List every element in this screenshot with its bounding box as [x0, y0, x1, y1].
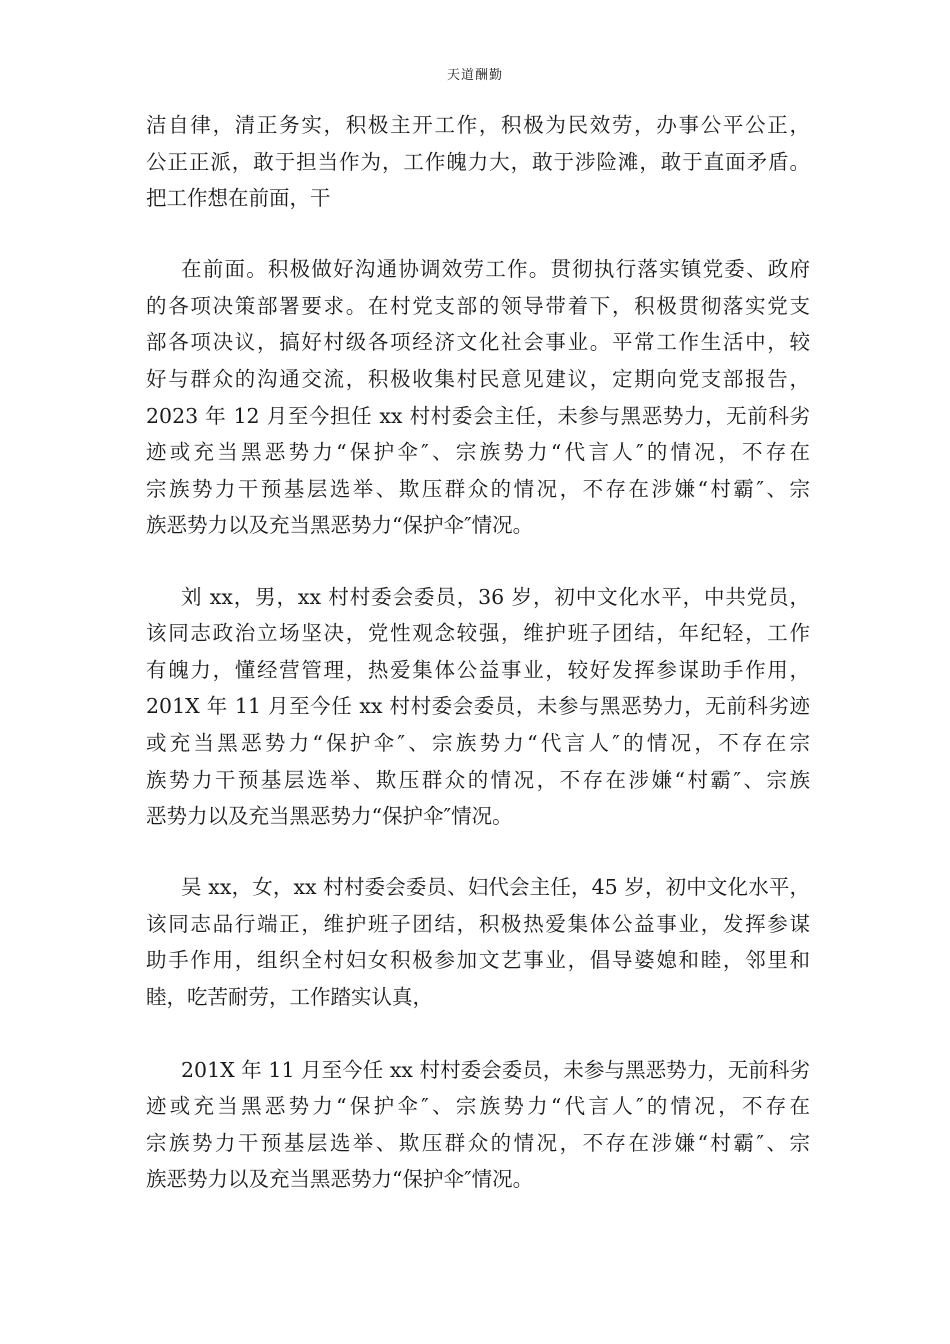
- document-body: [146, 107, 810, 1232]
- text-line: 201X 年 11 月至今任 xx 村村委会委员，未参与黑恶势力，无前科劣: [181, 1057, 810, 1082]
- text-line: 恶势力以及充当黑恶势力“保护伞″情况。: [146, 804, 513, 829]
- text-line: 族恶势力以及充当黑恶势力“保护伞″情况。: [146, 513, 534, 538]
- text-line: 宗族势力干预基层选举、欺压群众的情况，不存在涉嫌“村霸″、宗: [146, 476, 810, 501]
- text-line: 助手作用，组织全村妇女积极参加文艺事业，倡导婆媳和睦，邻里和: [146, 948, 810, 973]
- text-line: 吴 xx，女，xx 村村委会委员、妇代会主任，45 岁，初中文化水平，: [181, 875, 810, 900]
- text-line: 好与群众的沟通交流，积极收集村民意见建议，定期向党支部报告，: [146, 367, 810, 392]
- text-line: 宗族势力干预基层选举、欺压群众的情况，不存在涉嫌“村霸″、宗: [146, 1130, 810, 1155]
- paragraph-3: [146, 579, 810, 835]
- page-header: 天道酬勤: [446, 68, 503, 83]
- text-line: 该同志品行端正，维护班子团结，积极热爱集体公益事业，发挥参谋: [146, 911, 810, 936]
- text-line: 睦，吃苦耐劳，工作踏实认真，: [146, 984, 433, 1009]
- text-line: 的各项决策部署要求。在村党支部的领导带着下，积极贯彻落实党支: [146, 293, 810, 318]
- text-line: 2023 年 12 月至今担任 xx 村村委会主任，未参与黑恶势力，无前科劣: [146, 403, 810, 428]
- text-line: 部各项决议，搞好村级各项经济文化社会事业。平常工作生活中，较: [146, 330, 810, 355]
- text-line: 族势力干预基层选举、欺压群众的情况，不存在涉嫌“村霸″、宗族: [146, 767, 810, 792]
- paragraph-2: [146, 251, 810, 544]
- text-line: 该同志政治立场坚决，党性观念较强，维护班子团结，年纪轻，工作: [146, 621, 810, 646]
- text-line: 有魄力，懂经营管理，热爱集体公益事业，较好发挥参谋助手作用，: [146, 657, 810, 682]
- text-line: 或充当黑恶势力“保护伞″、宗族势力“代言人″的情况，不存在宗: [146, 730, 810, 755]
- text-line: 迹或充当黑恶势力“保护伞″、宗族势力“代言人″的情况，不存在: [146, 1094, 810, 1119]
- paragraph-5: [146, 1052, 810, 1198]
- paragraph-4: [146, 869, 810, 1015]
- paragraph-1: [146, 107, 810, 217]
- text-line: 201X 年 11 月至今任 xx 村村委会委员，未参与黑恶势力，无前科劣迹: [146, 694, 810, 719]
- text-line: 迹或充当黑恶势力“保护伞″、宗族势力“代言人″的情况，不存在: [146, 440, 810, 465]
- text-line: 族恶势力以及充当黑恶势力“保护伞″情况。: [146, 1167, 534, 1192]
- text-line: 刘 xx，男，xx 村村委会委员，36 岁，初中文化水平，中共党员，: [181, 584, 810, 609]
- text-line: 洁自律，清正务实，积极主开工作，积极为民效劳，办事公平公正，: [146, 113, 810, 137]
- text-line: 公正正派，敢于担当作为，工作魄力大，敢于涉险滩，敢于直面矛盾。: [146, 149, 810, 174]
- text-line: 在前面。积极做好沟通协调效劳工作。贯彻执行落实镇党委、政府: [181, 257, 810, 282]
- text-line: 把工作想在前面，干: [146, 186, 331, 211]
